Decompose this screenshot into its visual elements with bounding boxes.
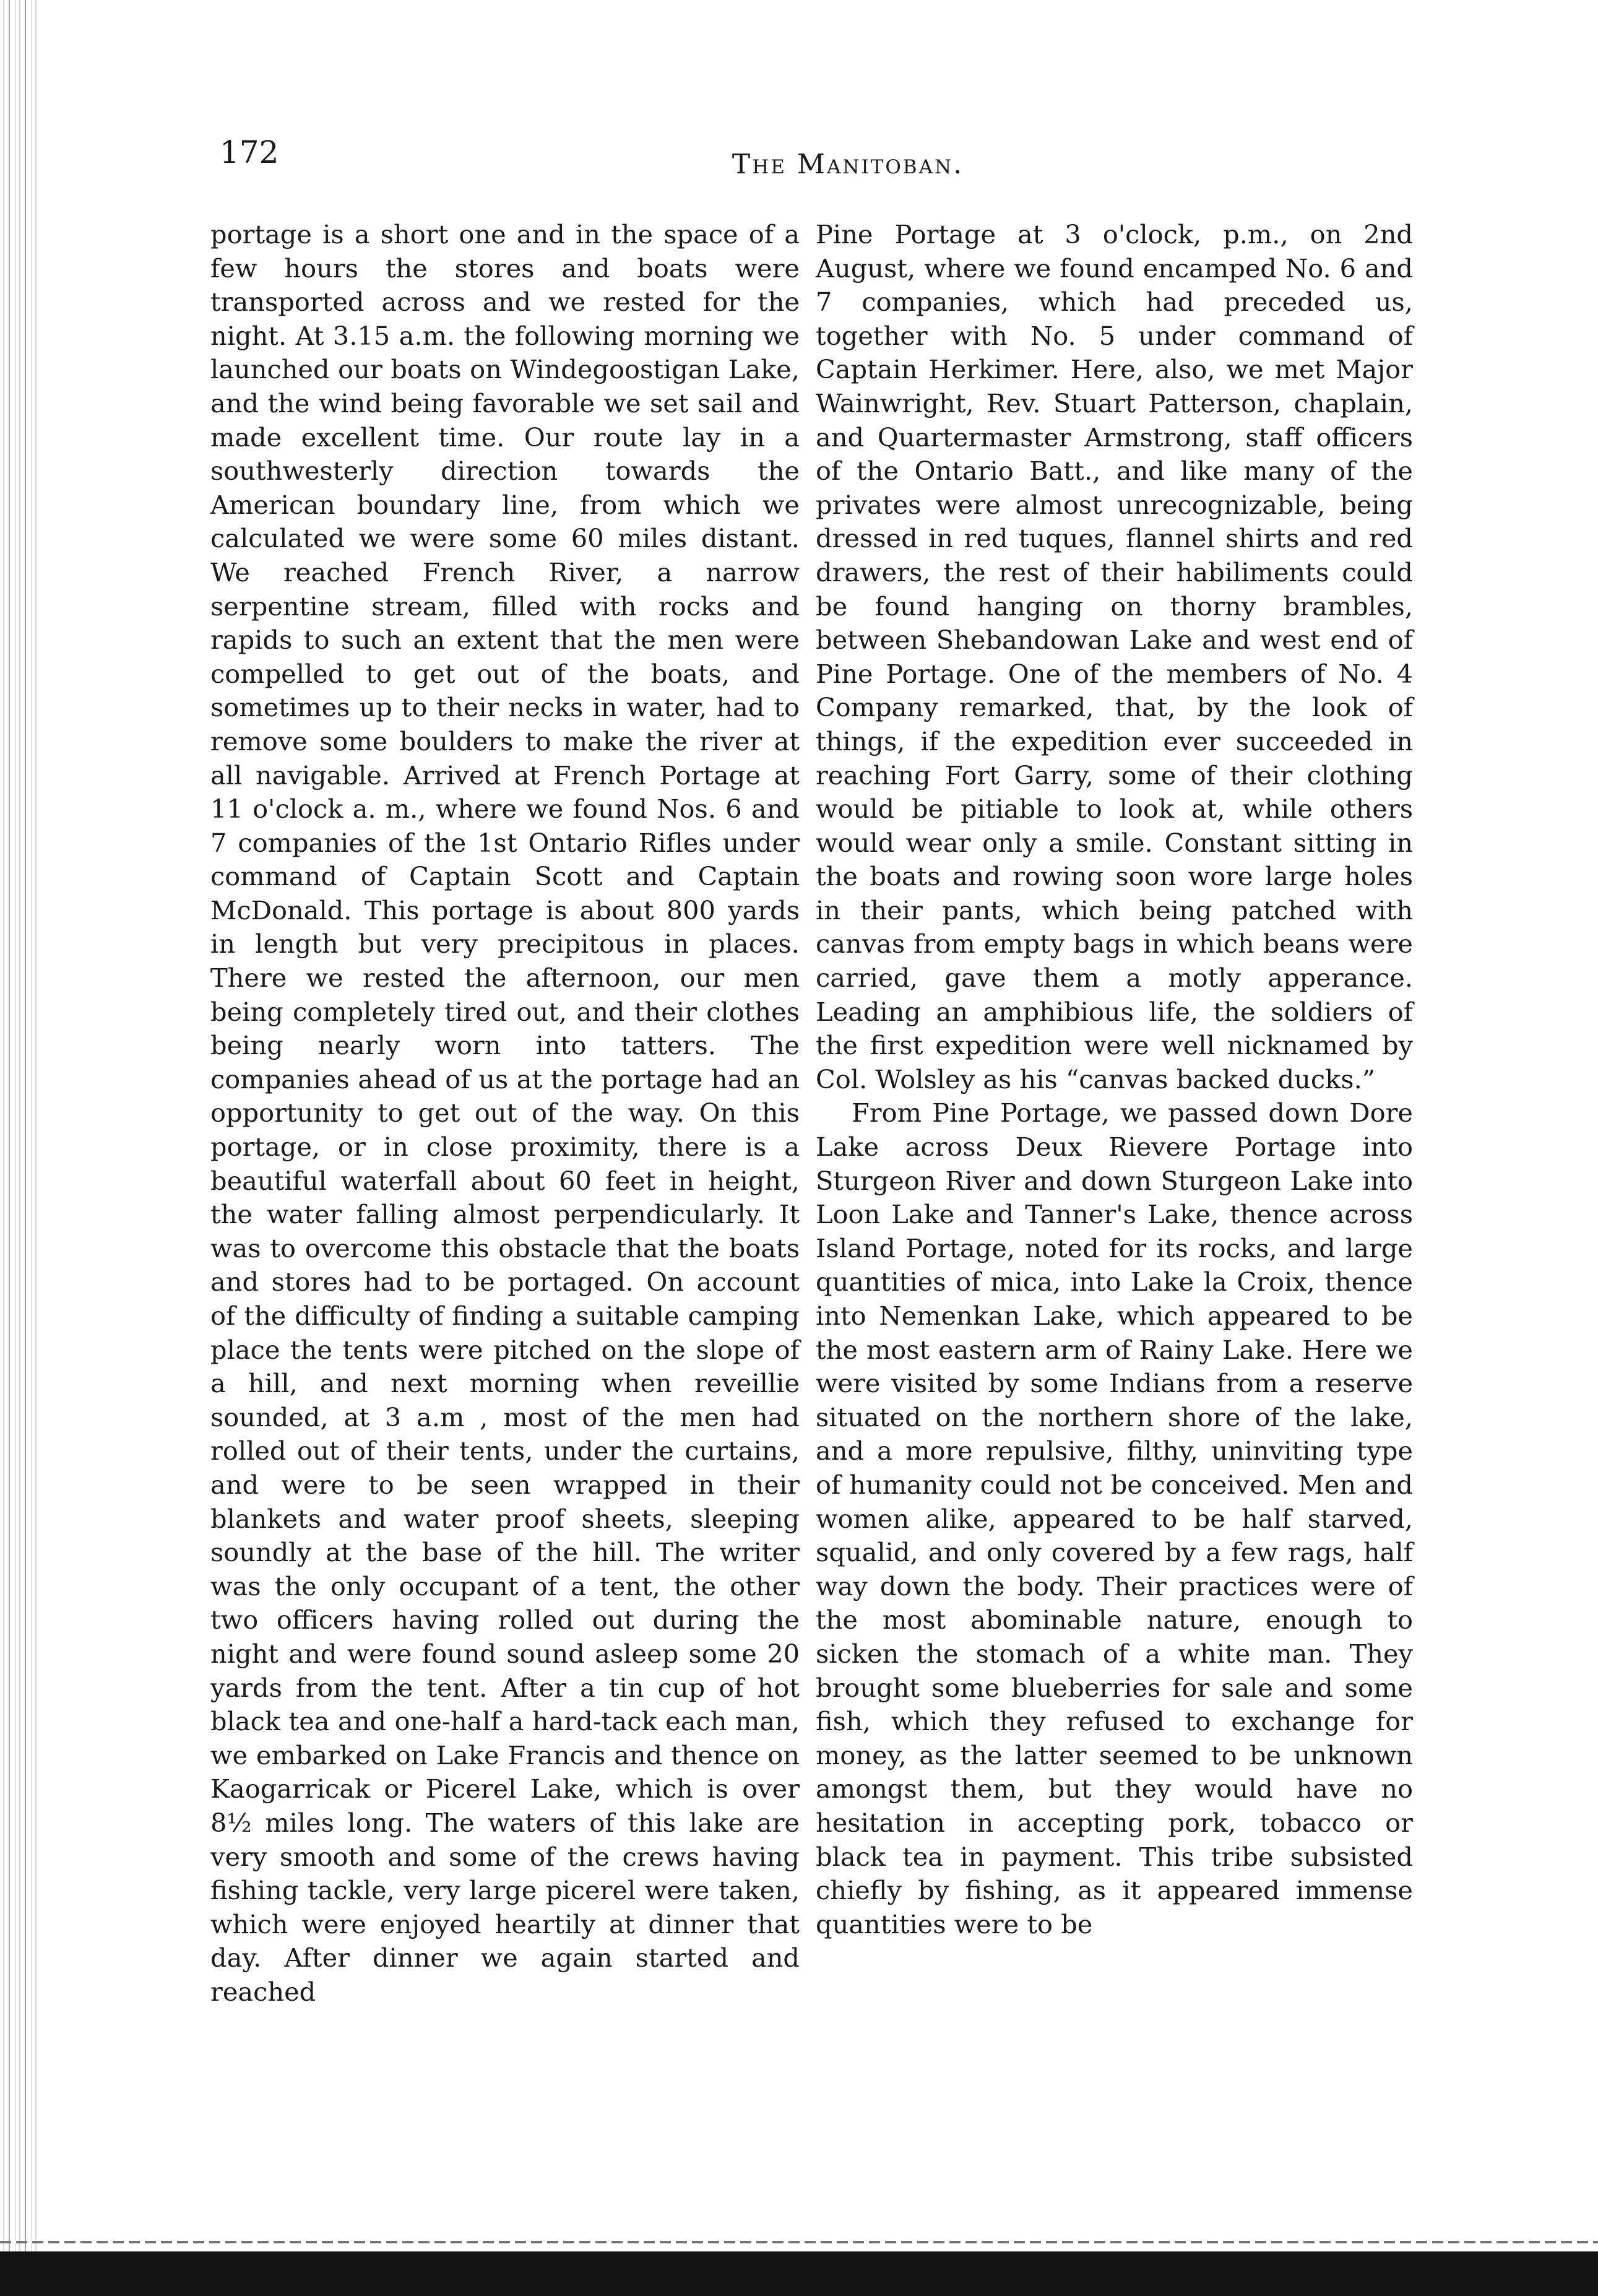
bottom-dashed-rule: [0, 2241, 1598, 2243]
left-paragraph-1: portage is a short one and in the space of a few hours the stores and boats were transported across and we rested for the night. At 3.15 a.m. the following morning we launched our boats on Windegoostigan Lake, and the wind being favorable we set sail and made excellent time. Our route lay in a southwesterly direction towards the American boundary line, from which we calculated we were some 60 miles distant. We reached French River, a narrow serpentine stream, filled with rocks and rapids to such an extent that the men were compelled to get out of the boats, and sometimes up to their necks in water, had to remove some boulders to make the river at all navigable. Arrived at French Portage at 11 o'clock a. m., where we found Nos. 6 and 7 companies of the 1st Ontario Rifles under command of Captain Scott and Captain McDonald. This portage is about 800 yards in length but very precipitous in places. There we rested the afternoon, our men being completely tired out, and their clothes being nearly worn into tatters. The companies ahead of us at the portage had an opportunity to get out of the way. On this portage, or in close proximity, there is a beautiful waterfall about 60 feet in height, the water falling almost perpendicularly. It was to overcome this obstacle that the boats and stores had to be portaged. On account of the difficulty of finding a suitable camping place the tents were pitched on the slope of a hill, and next morning when reveillie sounded, at 3 a.m , most of the men had rolled out of their tents, under the curtains, and were to be seen wrapped in their blankets and water proof sheets, sleeping soundly at the base of the hill. The writer was the only occupant of a tent, the other two officers having rolled out during the night and were found sound asleep some 20 yards from the tent. After a tin cup of hot black tea and one-half a hard-tack each man, we embarked on Lake Francis and thence on Kaogarricak or Picerel Lake, which is over 8½ miles long. The waters of this lake are very smooth and some of the crews having fishing tackle, very large picerel were taken, which were enjoyed heartily at dinner that day. After dinner we again started and reached: [210, 219, 800, 2007]
scan-bottom-band: [0, 2251, 1598, 2296]
page-number: 172: [220, 134, 279, 170]
page-binding-edge: [0, 0, 38, 2296]
left-column: [210, 218, 800, 2009]
right-paragraph-1: Pine Portage at 3 o'clock, p.m., on 2nd August, where we found encamped No. 6 and 7 companies, which had preceded us, together with No. 5 under command of Captain Herkimer. Here, also, we met Major Wainwright, Rev. Stuart Patterson, chaplain, and Quartermaster Armstrong, staff officers of the Ontario Batt., and like many of the privates were almost unrecognizable, being dressed in red tuques, flannel shirts and red drawers, the rest of their habiliments could be found hanging on thorny brambles, between Shebandowan Lake and west end of Pine Portage. One of the members of No. 4 Company remarked, that, by the look of things, if the expedition ever succeeded in reaching Fort Garry, some of their clothing would be pitiable to look at, while others would wear only a smile. Constant sitting in the boats and rowing soon wore large holes in their pants, which being patched with canvas from empty bags in which beans were carried, gave them a motly apperance. Leading an amphibious life, the soldiers of the first expedition were well nicknamed by Col. Wolsley as his “canvas backed ducks.”: [816, 219, 1413, 1094]
running-head: The Manitoban.: [732, 149, 964, 180]
right-paragraph-2: From Pine Portage, we passed down Dore Lake across Deux Rievere Portage into Sturgeon River and down Sturgeon Lake into Loon Lake and Tanner's Lake, thence across Island Portage, noted for its rocks, and large quantities of mica, into Lake la Croix, thence into Nemenkan Lake, which appeared to be the most eastern arm of Rainy Lake. Here we were visited by some Indians from a reserve situated on the northern shore of the lake, and a more repulsive, filthy, uninviting type of humanity could not be conceived. Men and women alike, appeared to be half starved, squalid, and only covered by a few rags, half way down the body. Their practices were of the most abominable nature, enough to sicken the stomach of a white man. They brought some blueberries for sale and some fish, which they refused to exchange for money, as the latter seemed to be unknown amongst them, but they would have no hesitation in accepting pork, tobacco or black tea in payment. This tribe subsisted chiefly by fishing, as it appeared immense quantities were to be: [816, 1098, 1413, 1939]
right-column: [816, 218, 1413, 1941]
